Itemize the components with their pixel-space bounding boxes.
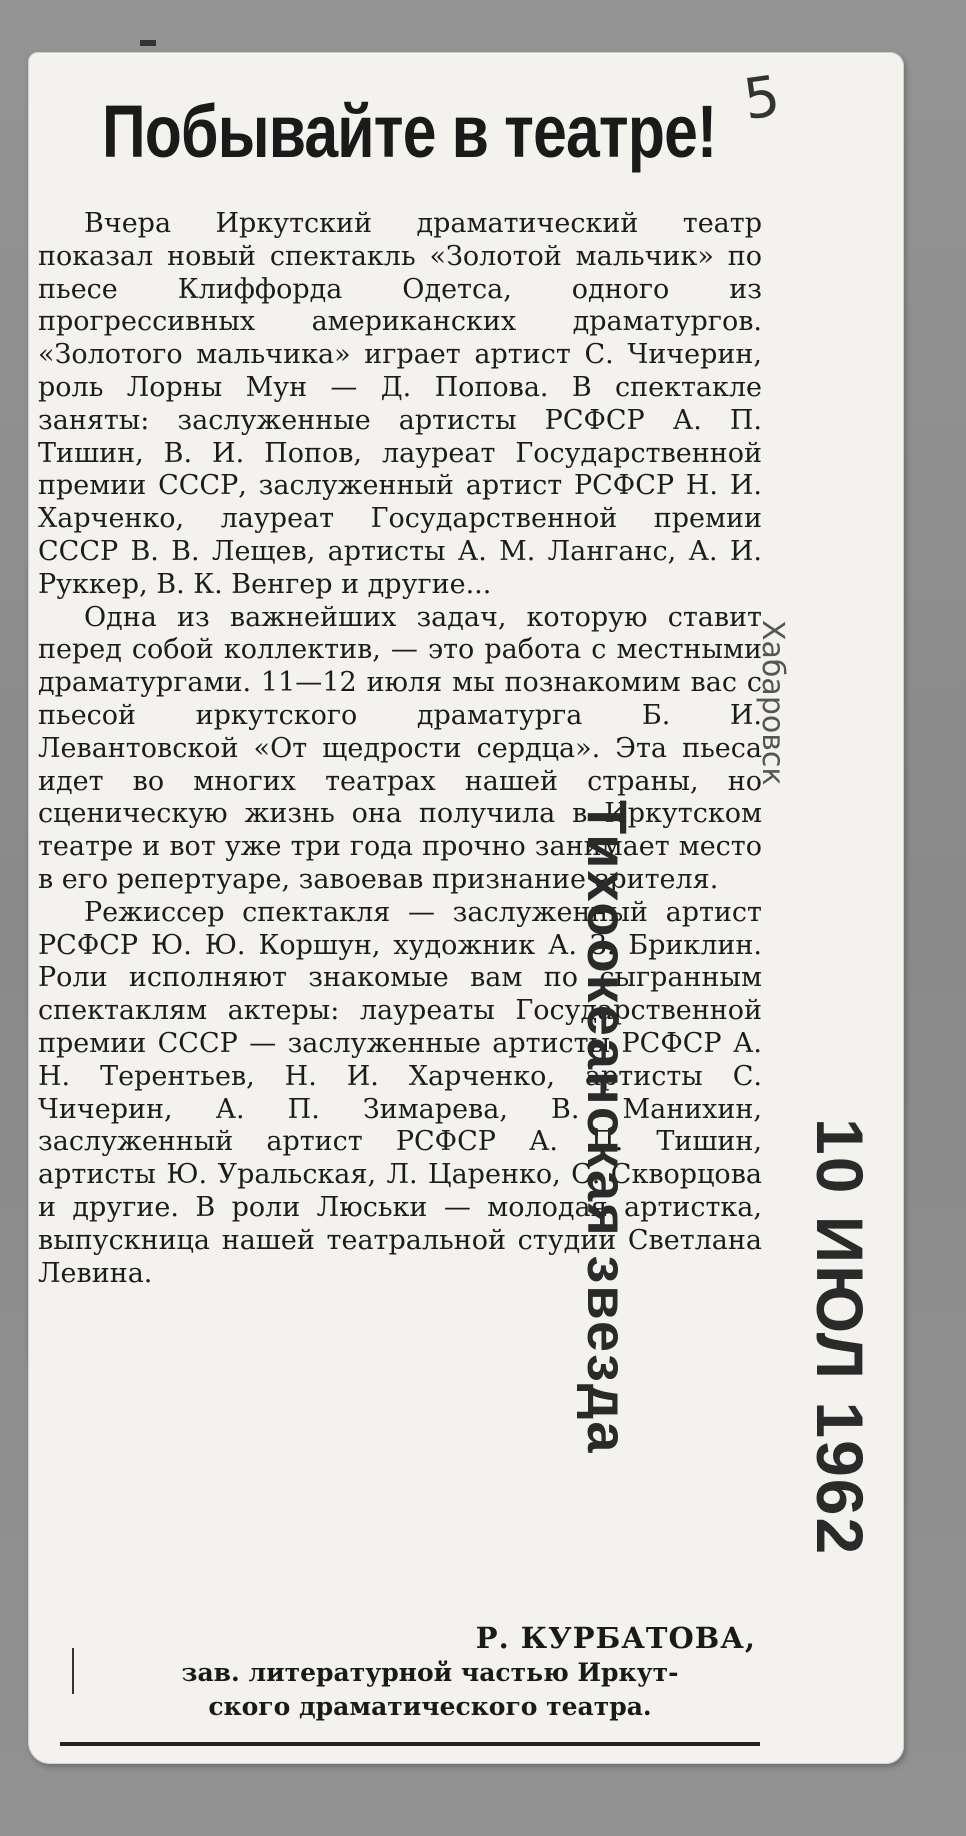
handwritten-city: Хабаровск [755,620,790,786]
article-paragraph-2: Одна из важнейших задач, которую ставит перед собой коллектив, — это работа с местными драматургами. 11—12 июля мы познакомим вас с пьесой иркутского драматурга Б. И. Левантовской «От щедрости сердца». Эта пьеса идет во многих театрах нашей страны, но сценическую жизнь она получила в Иркутском театре и вот уже три года прочно занимает место в его репертуаре, завоевав признание зрителя. [38,601,762,895]
author-role-line-2: ского драматического театра. [208,1692,652,1721]
date-stamp: 10 ИЮЛ 1962 [803,1118,877,1557]
author-signature [38,1620,762,1724]
ink-mark [140,40,156,46]
author-role-line-1: зав. литературной частью Иркут- [181,1658,679,1687]
article-body [38,208,762,1290]
pencil-number: 5 [739,63,784,134]
author-name: Р. КУРБАТОВА, [475,1621,756,1655]
pencil-tick [72,1648,74,1694]
clipping-edge-line [60,1742,760,1746]
article-paragraph-3: Режиссер спектакля — заслуженный артист РСФСР Ю. Ю. Коршун, художник А. З. Бриклин. Роли исполняют знакомые вам по сыгранным спектаклям актеры: лауреаты Государственной премии СССР — заслуженные артисты РСФСР А. Н. Терентьев, Н. И. Харченко, артисты С. Чичерин, А. П. Зимарева, В. Манихин, заслуженный артист РСФСР А. П. Тишин, артисты Ю. Уральская, Л. Царенко, С. Скворцова и другие. В роли Люськи — молодая артистка, выпускница нашей театральной студии Светлана Левина. [38,896,762,1289]
article-paragraph-1: Вчера Иркутский драматический театр показал новый спектакль «Золотой мальчик» по пьесе Клиффорда Одетса, одного из прогрессивных американских драматургов. «Золотого мальчика» играет артист С. Чичерин, роль Лорны Мун — Д. Попова. В спектакле заняты: заслуженные артисты РСФСР А. П. Тишин, В. И. Попов, лауреат Государственной премии СССР, заслуженный артист РСФСР Н. И. Харченко, лауреат Государственной премии СССР В. В. Лещев, артисты А. М. Ланганс, А. И. Руккер, В. К. Венгер и другие... [38,208,762,600]
newspaper-source-stamp: Тихоокеанская звезда [576,800,639,1455]
article-headline: Побывайте в театре! [102,90,717,173]
